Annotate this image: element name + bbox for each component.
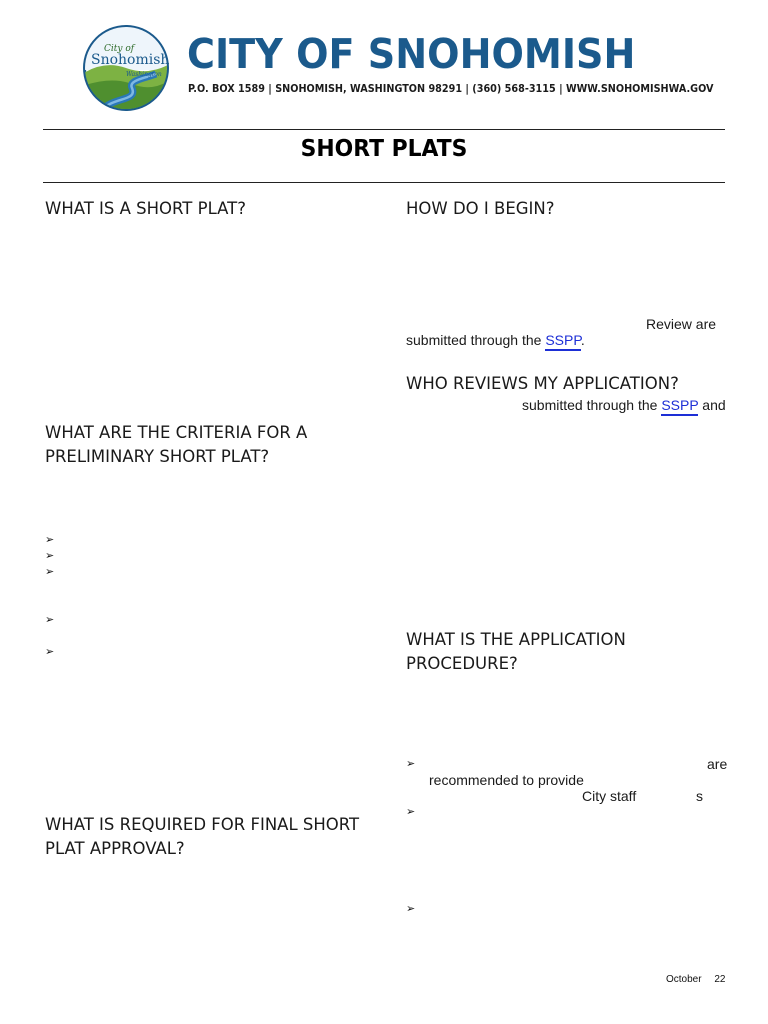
bullet-arrow-icon: ➢	[45, 645, 55, 658]
heading-procedure-line-2: PROCEDURE?	[406, 654, 518, 673]
logo-text-city-of: City of	[104, 44, 135, 54]
city-logo	[82, 24, 170, 112]
reviews-submitted-text: submitted through the	[522, 397, 662, 413]
heading-what-is-short-plat: WHAT IS A SHORT PLAT?	[45, 199, 246, 218]
title-divider	[43, 182, 725, 183]
heading-who-reviews: WHO REVIEWS MY APPLICATION?	[406, 374, 679, 393]
heading-final-approval-line-1: WHAT IS REQUIRED FOR FINAL SHORT	[45, 815, 360, 834]
header-divider	[43, 129, 725, 130]
page-title: SHORT PLATS	[300, 136, 468, 162]
reviews-and-text: and	[698, 397, 726, 413]
sspp-link[interactable]: SSPP	[545, 332, 581, 351]
heading-criteria-line-2: PRELIMINARY SHORT PLAT?	[45, 447, 270, 466]
bullet-arrow-icon: ➢	[45, 613, 55, 626]
procedure-are-text: are	[707, 756, 728, 772]
bullet-arrow-icon: ➢	[406, 757, 416, 770]
begin-submitted-text: submitted through the	[406, 332, 546, 348]
heading-how-do-i-begin: HOW DO I BEGIN?	[406, 199, 555, 218]
bullet-arrow-icon: ➢	[406, 902, 416, 915]
footer-month: October	[666, 974, 702, 985]
logo-text-washington: Washington	[126, 71, 162, 78]
procedure-city-staff-text: City staff	[582, 788, 637, 804]
period-text: .	[580, 332, 585, 348]
sspp-link[interactable]: SSPP	[661, 397, 698, 416]
contact-address: P.O. BOX 1589 | SNOHOMISH, WASHINGTON 98291 | (360) 568-3115 | WWW.SNOHOMISHWA.GOV	[188, 83, 714, 95]
heading-procedure-line-1: WHAT IS THE APPLICATION	[406, 630, 626, 649]
reviews-submitted-line	[522, 397, 726, 413]
footer-year: 22	[714, 974, 726, 985]
heading-final-approval-line-2: PLAT APPROVAL?	[45, 839, 185, 858]
bullet-arrow-icon: ➢	[45, 533, 55, 546]
begin-submitted-line	[406, 332, 585, 348]
footer-date	[666, 974, 725, 985]
bullet-arrow-icon: ➢	[45, 565, 55, 578]
procedure-s-text: s	[696, 788, 703, 804]
begin-review-text: Review are	[646, 316, 717, 332]
heading-criteria-line-1: WHAT ARE THE CRITERIA FOR A	[45, 423, 308, 442]
bullet-arrow-icon: ➢	[45, 549, 55, 562]
procedure-recommended-text: recommended to provide	[429, 772, 584, 788]
bullet-arrow-icon: ➢	[406, 805, 416, 818]
logo-text-snohomish: Snohomish	[91, 52, 170, 68]
city-title: CITY OF SNOHOMISH	[187, 30, 636, 78]
